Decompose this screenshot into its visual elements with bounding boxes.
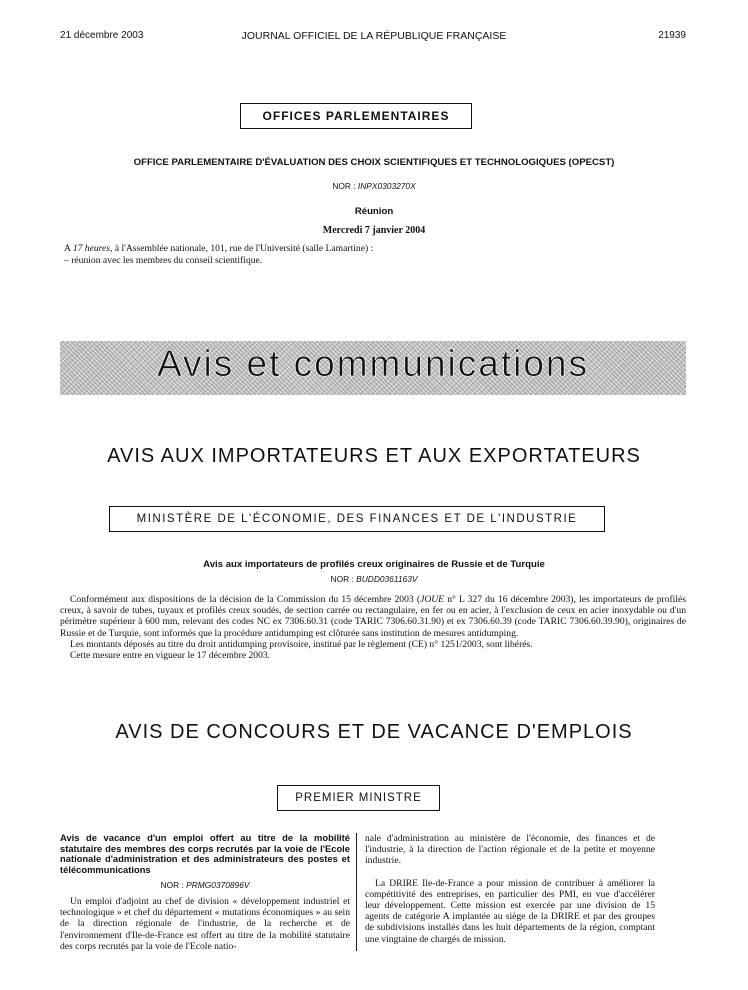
reunion-details bbox=[64, 243, 504, 267]
ministry-box-premier-ministre: PREMIER MINISTRE bbox=[277, 785, 440, 811]
section-title-concours: AVIS DE CONCOURS ET DE VACANCE D'EMPLOIS bbox=[115, 721, 633, 743]
office-title: OFFICE PARLEMENTAIRE D'ÉVALUATION DES CHOIX SCIENTIFIQUES ET TECHNOLOGIQUES (OPECST) bbox=[133, 157, 615, 168]
nor-code: BUDD0361163V bbox=[356, 574, 418, 584]
nor-reference bbox=[0, 181, 748, 191]
nor-reference bbox=[60, 880, 350, 890]
nor-label: NOR : bbox=[160, 880, 184, 890]
ministry-box-economie: MINISTÈRE DE L'ÉCONOMIE, DES FINANCES ET DE L'INDUSTRIE bbox=[109, 506, 605, 532]
reunion-date: Mercredi 7 janvier 2004 bbox=[322, 225, 426, 236]
reunion-line-1: A 17 heures, à l'Assemblée nationale, 101, rue de l'Université (salle Lamartine) : bbox=[64, 243, 374, 254]
nor-label: NOR : bbox=[332, 181, 356, 191]
paragraph: nale d'administration au ministère de l'économie, des finances et de l'industrie, à la direction de l'action régionale et de la petite et moyenne industrie. bbox=[365, 833, 655, 867]
header-page-number: 21939 bbox=[658, 30, 686, 41]
banner-title: Avis et communications bbox=[157, 343, 589, 384]
paragraph: Les montants déposés au titre du droit antidumping provisoire, institué par le règlement (CE) n° 1251/2003, sont libérés. bbox=[70, 638, 533, 650]
paragraph: Cette mesure entre en vigueur le 17 décembre 2003. bbox=[70, 650, 271, 662]
section-title-importateurs: AVIS AUX IMPORTATEURS ET AUX EXPORTATEURS bbox=[107, 445, 641, 467]
header-date: 21 décembre 2003 bbox=[60, 30, 144, 41]
nor-label: NOR : bbox=[330, 574, 354, 584]
article-title: Avis de vacance d'un emploi offert au titre de la mobilité statutaire des membres des corps recrutés par la voie de l'Ecole nationale d'administration et des administrateurs des postes et télécommunications bbox=[60, 832, 350, 875]
paragraph: Conformément aux dispositions de la décision de la Commission du 15 décembre 2003 (JOUE n° L 327 du 16 décembre 2003), les importateurs de profilés creux, à savoir de tubes, tuyaux et profilés creux soudés, de section carrée ou rectangulaire, en fer ou en acier, à l'exclusion de ceux en acier inoxydable ou d'un périmètre supérieur à 600 mm, relevant des codes NC ex 7306.60.31 (code TARIC 7306.60.31.90) et ex 7306.60.39 (code TARIC 7306.60.39.90), originaires de Russie et de Turquie, sont informés que la procédure antidumping est clôturée sans institution de mesures antidumping. bbox=[60, 594, 687, 639]
reunion-heading: Réunion bbox=[354, 206, 394, 217]
avis-subtitle: Avis aux importateurs de profilés creux originaires de Russie et de Turquie bbox=[203, 559, 545, 570]
avis-communications-banner bbox=[60, 341, 686, 395]
avis-importateurs-body bbox=[60, 594, 686, 661]
left-column-body bbox=[60, 896, 350, 952]
nor-reference bbox=[0, 574, 748, 584]
nor-code: PRMG0370896V bbox=[186, 880, 250, 890]
column-divider bbox=[356, 833, 357, 951]
paragraph: La DRIRE Ile-de-France a pour mission de contribuer à améliorer la compétitivité des entreprises, en particulier des PMI, en vue d'accélérer leur développement. Cette mission est exercée par une division de 15 agents de catégorie A implantée au siège de la DRIRE et par des groupes de subdivisions installés dans les huit départements de la région, comptant une vingtaine de chargés de mission. bbox=[365, 877, 655, 945]
header-journal-title: JOURNAL OFFICIEL DE LA RÉPUBLIQUE FRANÇAISE bbox=[241, 30, 507, 42]
section-box-offices-parlementaires: OFFICES PARLEMENTAIRES bbox=[240, 103, 472, 129]
nor-code: INPX0303270X bbox=[357, 181, 416, 191]
right-column-body bbox=[365, 833, 655, 945]
paragraph: Un emploi d'adjoint au chef de division « développement industriel et technologique » et chef du département « mutations économiques » au sein de la direction régionale de l'industrie, de la recherche et de l'environnement d'Ile-de-France est offert au titre de la mobilité statutaire des corps recrutés par la voie de l'Ecole natio- bbox=[60, 896, 350, 952]
reunion-line-2: – réunion avec les membres du conseil scientifique. bbox=[64, 255, 263, 266]
